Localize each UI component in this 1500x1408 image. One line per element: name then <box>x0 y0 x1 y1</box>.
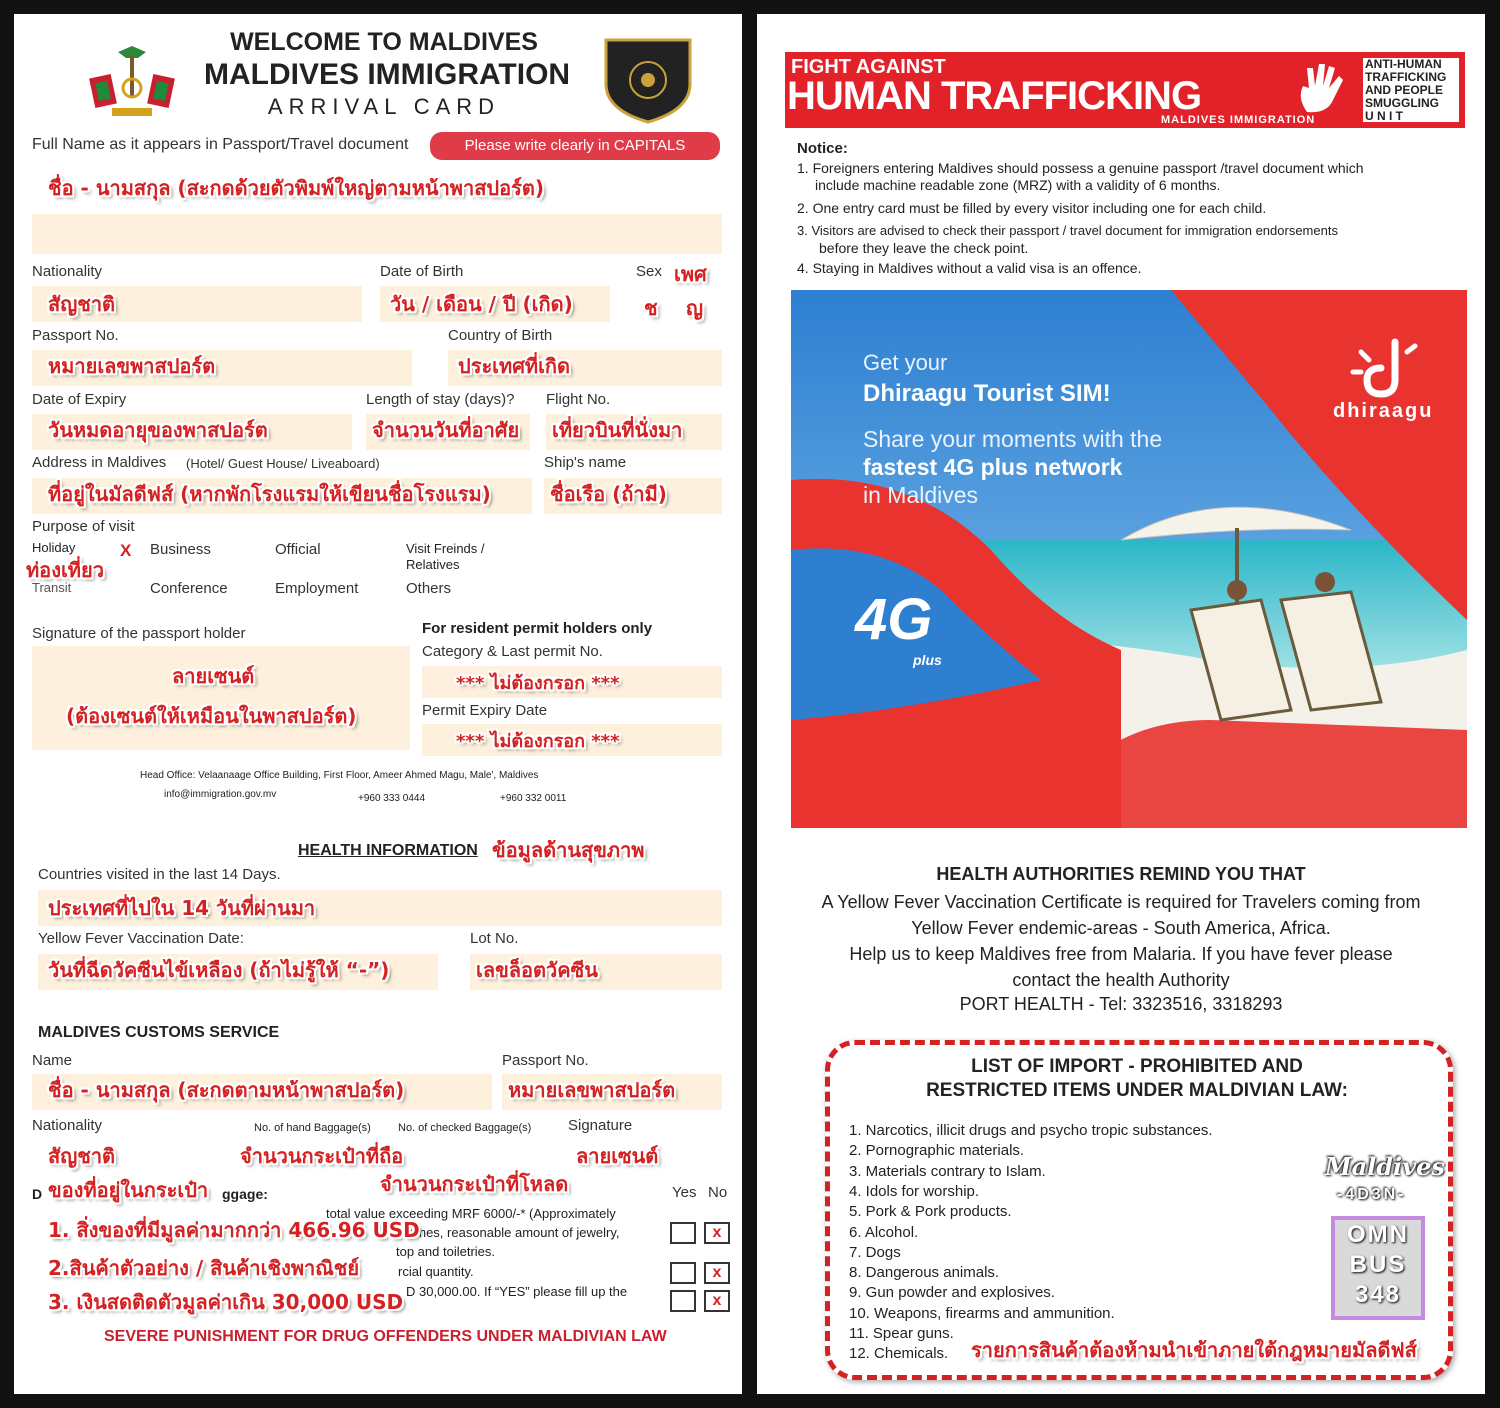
th-customs-signature-note: ลายเซนต์ <box>576 1144 659 1168</box>
purpose-visit-line1[interactable]: Visit Freinds / <box>406 541 485 556</box>
purpose-label: Purpose of visit <box>32 518 135 535</box>
customs-nationality-label: Nationality <box>32 1117 103 1134</box>
prohibited-item: 8. Dangerous animals. <box>849 1264 1000 1282</box>
notice-line-6: 4. Staying in Maldives without a valid visa is an offence. <box>797 260 1142 276</box>
capitals-note: Please write clearly in CAPITALS <box>430 132 720 160</box>
nationality-label: Nationality <box>32 263 103 280</box>
th-countries-note: ประเทศที่ไปใน 14 วันที่ผ่านมา <box>48 896 316 920</box>
yellow-fever-label: Yellow Fever Vaccination Date: <box>38 930 244 947</box>
port-health-phone: PORT HEALTH - Tel: 3323516, 3318293 <box>959 994 1283 1014</box>
ad-share-line: Share your moments with the <box>863 426 1163 452</box>
purpose-visit-line2[interactable]: Relatives <box>406 557 460 572</box>
hand-baggage-label: No. of hand Baggage(s) <box>254 1122 371 1134</box>
fullname-field[interactable] <box>32 214 722 254</box>
unit-box <box>1361 56 1461 124</box>
unit-line-2: TRAFFICKING <box>1365 70 1447 84</box>
health-line-3: Help us to keep Maldives free from Malaria. If you have fever please <box>849 944 1393 964</box>
health-line-1: A Yellow Fever Vaccination Certificate is required for Travelers coming from <box>821 892 1421 912</box>
hand-stop-icon <box>1293 58 1353 114</box>
th-item1-note: 1. สิ่งของที่มีมูลค่ามากกว่า 466.96 USD <box>48 1218 420 1242</box>
th-checked-baggage-note: จำนวนกระเป๋าที่โหลด <box>380 1172 569 1196</box>
passport-label: Passport No. <box>32 327 119 344</box>
th-signature-subnote: (ต้องเซนต์ให้เหมือนในพาสปอร์ต) <box>66 704 357 728</box>
immigration-email[interactable]: info@immigration.gov.mv <box>164 789 277 800</box>
no-column-label: No <box>708 1184 728 1201</box>
th-dob-note: วัน / เดือน / ปี (เกิด) <box>390 292 573 316</box>
th-male-option[interactable]: ช <box>644 296 658 320</box>
declaration-line-2: othes, reasonable amount of jewelry, <box>408 1225 620 1240</box>
countries-label: Countries visited in the last 14 Days. <box>38 866 281 883</box>
address-label: Address in Maldives <box>32 454 167 471</box>
purpose-employment[interactable]: Employment <box>275 580 359 597</box>
cob-label: Country of Birth <box>448 327 553 344</box>
expiry-label: Date of Expiry <box>32 391 127 408</box>
signature-label: Signature of the passport holder <box>32 625 246 642</box>
ad-get-your: Get your <box>863 350 948 375</box>
dhiraagu-brand: dhiraagu <box>1333 400 1434 422</box>
prohibited-item: 2. Pornographic materials. <box>849 1142 1025 1160</box>
category-label: Category & Last permit No. <box>422 643 603 660</box>
arrival-card-back <box>757 14 1485 1394</box>
declaration-line-1: total value exceeding MRF 6000/-* (Approximately <box>326 1206 616 1221</box>
welcome-title: WELCOME TO MALDIVES <box>230 28 538 56</box>
baggage-label: ggage: <box>222 1186 268 1202</box>
customs-name-label: Name <box>32 1052 73 1069</box>
fullname-label: Full Name as it appears in Passport/Travel document <box>32 136 409 153</box>
prohibited-item: 1. Narcotics, illicit drugs and psycho tropic substances. <box>849 1122 1213 1139</box>
purpose-business[interactable]: Business <box>150 541 211 558</box>
customs-passport-label: Passport No. <box>502 1052 589 1069</box>
customs-label: MALDIVES CUSTOMS SERVICE <box>38 1024 280 1041</box>
th-customs-nationality-note: สัญชาติ <box>48 1144 116 1168</box>
th-sex-note: เพศ <box>674 262 707 286</box>
declaration-3-yes-checkbox[interactable] <box>670 1290 696 1312</box>
th-prohibited-note: รายการสินค้าต้องห้ามนำเข้าภายใต้กฎหมายมัลดีฟส์ <box>971 1338 1417 1362</box>
lot-label: Lot No. <box>470 930 519 947</box>
th-customs-name-note: ชื่อ - นามสกุล (สะกดตามหน้าพาสปอร์ต) <box>48 1078 405 1102</box>
omnibus-logo <box>1331 1216 1425 1320</box>
unit-line-4: SMUGGLING <box>1365 96 1439 110</box>
th-customs-passport-note: หมายเลขพาสปอร์ต <box>508 1078 676 1102</box>
th-holiday-note: ท่องเที่ยว <box>26 558 104 582</box>
address-sublabel: (Hotel/ Guest House/ Liveaboard) <box>186 456 380 471</box>
prohibited-title-1: LIST OF IMPORT - PROHIBITED AND <box>971 1056 1303 1077</box>
declaration-3-no-checkbox[interactable]: x <box>704 1290 730 1312</box>
notice-line-3: 2. One entry card must be filled by every visitor including one for each child. <box>797 200 1267 216</box>
th-yellow-fever-note: วันที่ฉีดวัคซีนไข้เหลือง (ถ้าไม่รู้ให้ “-”) <box>48 958 390 982</box>
health-authorities-title: HEALTH AUTHORITIES REMIND YOU THAT <box>936 864 1306 884</box>
th-nationality-note: สัญชาติ <box>48 292 116 316</box>
holiday-check-mark[interactable]: X <box>120 541 132 560</box>
sex-label: Sex <box>636 263 662 280</box>
immigration-title: MALDIVES IMMIGRATION <box>204 58 571 91</box>
phone-1: +960 333 0444 <box>358 793 426 804</box>
prohibited-item: 9. Gun powder and explosives. <box>849 1284 1055 1302</box>
brand-num: 348 <box>1354 1281 1402 1308</box>
notice-line-2: include machine readable zone (MRZ) with a validity of 6 months. <box>815 177 1221 193</box>
declaration-1-yes-checkbox[interactable] <box>670 1222 696 1244</box>
prohibited-item: 11. Spear guns. <box>849 1325 954 1342</box>
prohibited-item: 10. Weapons, firearms and ammunition. <box>849 1304 1115 1322</box>
yes-column-label: Yes <box>672 1184 697 1201</box>
purpose-official[interactable]: Official <box>275 541 321 558</box>
prohibited-item: 4. Idols for worship. <box>849 1182 980 1200</box>
ad-fastest-line: fastest 4G plus network <box>863 454 1123 480</box>
brand-script: Maldives <box>1325 1152 1445 1181</box>
brand-days: -4D3N- <box>1337 1186 1407 1203</box>
th-flight-note: เที่ยวบินที่นั่งมา <box>552 418 683 442</box>
purpose-holiday[interactable]: Holiday <box>32 540 76 555</box>
customs-signature-label: Signature <box>568 1117 633 1134</box>
maldives-immigration-label: MALDIVES IMMIGRATION <box>1161 114 1316 126</box>
ad-sim-title: Dhiraagu Tourist SIM! <box>863 380 1111 407</box>
notice-line-5: before they leave the check point. <box>819 240 1029 256</box>
th-stay-note: จำนวนวันที่อาศัย <box>372 418 520 442</box>
ad-4g: 4G <box>855 587 933 652</box>
dhiraagu-logo-icon <box>1345 332 1425 402</box>
brand-omn: OMN <box>1347 1221 1409 1248</box>
ad-in-maldives: in Maldives <box>863 482 979 508</box>
declaration-2-no-checkbox[interactable]: x <box>704 1262 730 1284</box>
th-ship-note: ชื่อเรือ (ถ้ามี) <box>550 482 667 506</box>
th-fullname-note: ชื่อ - นามสกุล (สะกดด้วยตัวพิมพ์ใหญ่ตามหน้าพาสปอร์ต) <box>48 176 545 200</box>
prohibited-item: 12. Chemicals. <box>849 1345 949 1363</box>
maldives-emblem-icon <box>86 36 178 126</box>
notice-line-4: 3. Visitors are advised to check their passport / travel document for immigration endorsements <box>797 223 1338 238</box>
ad-plus: plus <box>913 652 942 668</box>
drug-warning: SEVERE PUNISHMENT FOR DRUG OFFENDERS UNDER MALDIVIAN LAW <box>104 1328 667 1345</box>
th-baggage-note: ของที่อยู่ในกระเป๋า <box>48 1178 209 1202</box>
fight-against-label: FIGHT AGAINST <box>791 56 946 78</box>
th-address-note: ที่อยู่ในมัลดีฟส์ (หากพักโรงแรมให้เขียนชื่อโรงแรม) <box>48 482 491 506</box>
prohibited-item: 7. Dogs <box>849 1243 901 1261</box>
unit-line-1: ANTI-HUMAN <box>1365 57 1442 71</box>
human-trafficking-title: HUMAN TRAFFICKING <box>787 74 1202 118</box>
health-line-4: contact the health Authority <box>1012 970 1230 990</box>
prohibited-title-2: RESTRICTED ITEMS UNDER MALDIVIAN LAW: <box>926 1080 1348 1101</box>
phone-2: +960 332 0011 <box>500 793 567 804</box>
th-item2-note: 2.สินค้าตัวอย่าง / สินค้าเชิงพาณิชย์ <box>48 1256 360 1280</box>
purpose-others[interactable]: Others <box>406 580 452 597</box>
permit-expiry-label: Permit Expiry Date <box>422 702 548 719</box>
notice-line-1: 1. Foreigners entering Maldives should possess a genuine passport /travel document which <box>797 160 1364 176</box>
dhiraagu-advertisement <box>791 290 1467 828</box>
declaration-line-3: top and toiletries. <box>396 1244 496 1259</box>
purpose-conference[interactable]: Conference <box>150 580 228 597</box>
health-line-2: Yellow Fever endemic-areas - South America, Africa. <box>911 918 1331 938</box>
th-permit-note: *** ไม่ต้องกรอก *** <box>456 731 620 752</box>
declaration-2-yes-checkbox[interactable] <box>670 1262 696 1284</box>
unit-line-5: U N I T <box>1365 109 1403 123</box>
immigration-badge-icon <box>600 34 696 126</box>
th-signature-note: ลายเซนต์ <box>172 664 255 688</box>
head-office-address: Head Office: Velaanaage Office Building, First Floor, Ameer Ahmed Magu, Male', Maldives <box>140 770 539 781</box>
flight-label: Flight No. <box>546 391 611 408</box>
stay-label: Length of stay (days)? <box>366 391 515 408</box>
ship-label: Ship's name <box>544 454 627 471</box>
arrival-card-title: ARRIVAL CARD <box>267 94 501 119</box>
th-passport-note: หมายเลขพาสปอร์ต <box>48 354 216 378</box>
declaration-1-no-checkbox[interactable]: x <box>704 1222 730 1244</box>
th-expiry-note: วันหมดอายุของพาสปอร์ต <box>48 418 268 442</box>
brand-bus: BUS <box>1349 1251 1407 1278</box>
checked-baggage-label: No. of checked Baggage(s) <box>398 1122 532 1134</box>
prohibited-item: 3. Materials contrary to Islam. <box>849 1162 1046 1180</box>
notice-title: Notice: <box>797 140 848 157</box>
resident-label: For resident permit holders only <box>422 620 653 637</box>
th-lot-note: เลขล็อตวัคซีน <box>476 958 598 982</box>
th-hand-baggage-note: จำนวนกระเป๋าที่ถือ <box>240 1144 404 1168</box>
prohibited-item: 5. Pork & Pork products. <box>849 1203 1012 1221</box>
th-female-option[interactable]: ญ <box>686 296 704 320</box>
th-cob-note: ประเทศที่เกิด <box>458 354 571 378</box>
unit-line-3: AND PEOPLE <box>1365 83 1444 97</box>
dob-label: Date of Birth <box>380 263 464 280</box>
purpose-transit[interactable]: Transit <box>32 580 72 595</box>
declaration-line-4: rcial quantity. <box>398 1264 474 1279</box>
arrival-card: WELCOME TO MALDIVES MALDIVES IMMIGRATION ARRIVAL CARD Full Name as it appears in Passport/Travel document Please write clearly in CAPITALS ชื่อ - นามสกุล (สะกดด้วยตัวพิมพ์ใหญ่ตามหน้าพาสปอร์ต) Nationality สัญชาติ Date of Birth วัน / เดือน / ปี (เกิด) Sex เพศ ช ญ Passport No. หมายเลขพาสปอร์ต Country of Birth ประเทศที่เกิด Date of Expiry วันหมดอายุของพาสปอร์ต Length of stay (days)? จำนวนวันที่อาศัย Flight No. เที่ยวบินที่นั่งมา Address in Maldives (Hotel/ Guest House/ Liveaboard) ที่อยู่ในมัลดีฟส์ (หากพักโรงแรมให้เขียนชื่อโรงแรม) Ship's name ชื่อเรือ (ถ้ามี) Purpose of visit Holiday X ท่องเที่ยว Transit Business Conference Official Employment Visit Freinds / Relatives Others Signature of the passport holder ลายเซนต์ (ต้องเซนต์ให้เหมือนในพาสปอร์ต) For resident permit holders only Category & Last permit No. *** ไม่ต้องกรอก *** Permit Expiry Date *** ไม่ต้องกรอก *** Head Office: Velaanaage Office Building, First Floor, Ameer Ahmed Magu, Male', Maldives info@immigration.gov.mv +960 333 0444 +960 332 0011 HEALTH INFORMATION ข้อมูลด้านสุขภาพ Countries visited in the last 14 Days. ประเทศที่ไปใน 14 วันที่ผ่านมา Yellow Fever Vaccination Date: วันที่ฉีดวัคซีนไข้เหลือง (ถ้าไม่รู้ให้ “-”) Lot No. เลขล็อตวัคซีน MALDIVES CUSTOMS SERVICE Name ชื่อ - นามสกุล (สะกดตามหน้าพาสปอร์ต) Passport No. หมายเลขพาสปอร์ต Nationality สัญชาติ No. of hand Baggage(s) No. of checked Baggage(s) Signature จำนวนกระเป๋าที่ถือ จำนวนกระเป๋าที่โหลด ลายเซนต์ D ของที่อยู่ในกระเป๋า ggage: Yes No total value exceeding MRF 6000/-* (Approximately othes, reasonable amount of jewelry, top and toiletries. rcial quantity. D 30,000.00. If “YES” please fill up the 1. สิ่งของที่มีมูลค่ามากกว่า 466.96 USD 2.สินค้าตัวอย่าง / สินค้าเชิงพาณิชย์ 3. เงินสดติดตัวมูลค่าเกิน 30,000 USD x x x SEVERE PUNISHMENT FOR DRUG OFFENDERS UNDER MALDIVIAN LAW <box>14 14 742 1394</box>
th-category-note: *** ไม่ต้องกรอก *** <box>456 673 620 694</box>
prohibited-item: 6. Alcohol. <box>849 1223 919 1241</box>
declaration-line-5: D 30,000.00. If “YES” please fill up the <box>406 1284 628 1299</box>
health-info-label: HEALTH INFORMATION <box>298 842 478 859</box>
th-health-note: ข้อมูลด้านสุขภาพ <box>492 838 645 862</box>
th-item3-note: 3. เงินสดติดตัวมูลค่าเกิน 30,000 USD <box>48 1290 404 1314</box>
